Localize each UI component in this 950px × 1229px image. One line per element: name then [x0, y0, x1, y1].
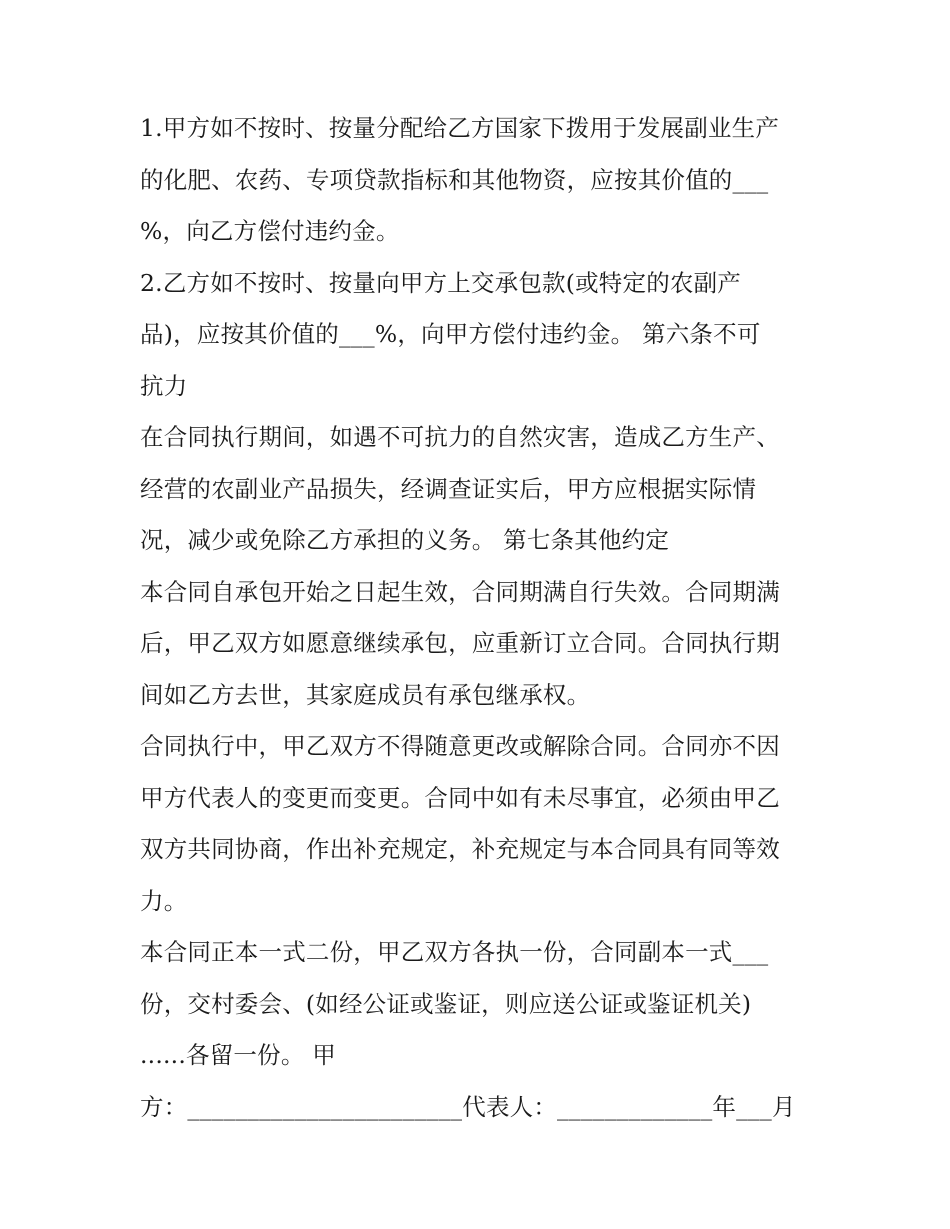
text-line: 抗力	[140, 371, 188, 400]
text-line: 品)，应按其价值的___%，向甲方偿付违约金。 第六条不可	[140, 320, 761, 348]
text-line: 方：_______________________代表人：_____________年___月	[140, 1092, 796, 1121]
text-line: %，向乙方偿付违约金。	[140, 217, 400, 245]
text-line: 甲方代表人的变更而变更。合同中如有未尽事宜，必须由甲乙	[140, 783, 780, 812]
text-line: 后，甲乙双方如愿意继续承包，应重新订立合同。合同执行期	[140, 629, 780, 657]
text-line: 在合同执行期间，如遇不可抗力的自然灾害，造成乙方生产、	[140, 423, 780, 451]
text-line: 2.乙方如不按时、按量向甲方上交承包款(或特定的农副产	[140, 268, 741, 297]
text-line: 1.甲方如不按时、按量分配给乙方国家下拨用于发展副业生产	[140, 114, 780, 142]
text-line: 经营的农副业产品损失，经调查证实后，甲方应根据实际情	[140, 474, 757, 503]
text-line: 合同执行中，甲乙双方不得随意更改或解除合同。合同亦不因	[140, 732, 780, 760]
text-line: 本合同自承包开始之日起生效，合同期满自行失效。合同期满	[140, 577, 780, 606]
text-line: 份，交村委会、(如经公证或鉴证，则应送公证或鉴证机关)	[140, 989, 752, 1018]
text-line: ......各留一份。 甲	[140, 1041, 336, 1069]
text-line: 间如乙方去世，其家庭成员有承包继承权。	[140, 680, 591, 709]
text-line: 本合同正本一式二份，甲乙双方各执一份，合同副本一式___	[140, 938, 769, 966]
text-line: 况，减少或免除乙方承担的义务。 第七条其他约定	[140, 526, 670, 554]
text-line: 的化肥、农药、专项贷款指标和其他物资，应按其价值的___	[140, 165, 769, 194]
document-body	[140, 103, 830, 1133]
text-line: 双方共同协商，作出补充规定，补充规定与本合同具有同等效	[140, 835, 780, 863]
text-line: 力。	[140, 886, 188, 915]
